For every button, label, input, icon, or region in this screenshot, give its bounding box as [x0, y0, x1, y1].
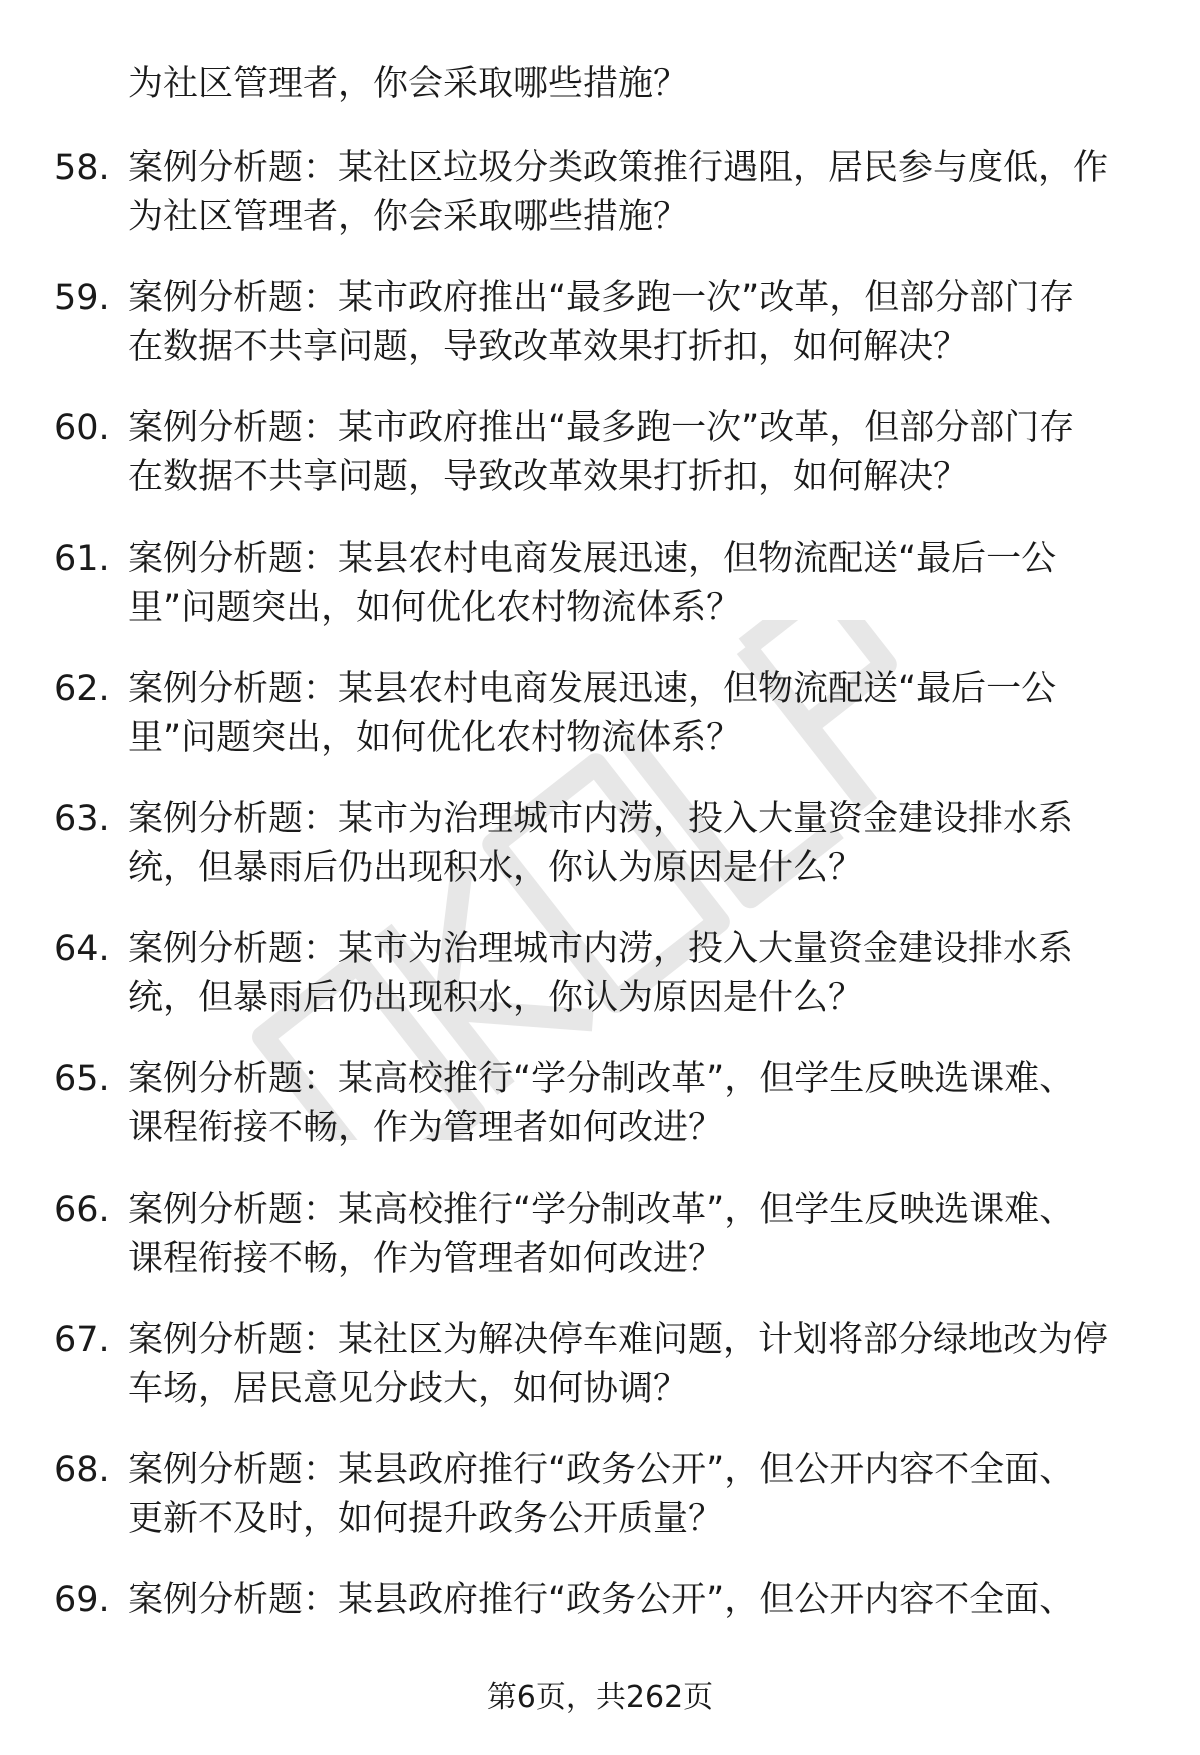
- question-text: [128, 1576, 1148, 1625]
- question-line: 在数据不共享问题，导致改革效果打折扣，如何解决？: [128, 457, 969, 498]
- question-line: 案例分析题：某市为治理城市内涝，投入大量资金建设排水系: [128, 929, 1074, 970]
- question-line: 统，但暴雨后仍出现积水，你认为原因是什么？: [128, 847, 864, 888]
- question-item: [0, 1446, 1200, 1576]
- question-line: 案例分析题：某县政府推行“政务公开”，但公开内容不全面、: [128, 1580, 1075, 1621]
- page-footer: 第6页，共262页: [486, 1680, 714, 1715]
- question-number: 58.: [54, 148, 110, 188]
- question-number: 61.: [54, 538, 110, 579]
- question-line: 为社区管理者，你会采取哪些措施？: [128, 197, 689, 237]
- question-text: [128, 795, 1148, 893]
- question-number: 62.: [54, 668, 110, 709]
- question-line: 课程衔接不畅，作为管理者如何改进？: [128, 1108, 724, 1149]
- question-line: 课程衔接不畅，作为管理者如何改进？: [128, 1238, 724, 1279]
- question-line: 案例分析题：某市为治理城市内涝，投入大量资金建设排水系: [128, 798, 1074, 839]
- continuation-text: 为社区管理者，你会采取哪些措施？: [128, 64, 689, 104]
- question-text: [128, 535, 1148, 633]
- question-item: [0, 795, 1200, 925]
- question-number: 64.: [54, 929, 110, 970]
- question-line: 案例分析题：某社区为解决停车难问题，计划将部分绿地改为停: [128, 1319, 1109, 1360]
- question-item: [0, 274, 1200, 404]
- question-line: 案例分析题：某市政府推出“最多跑一次”改革，但部分部门存: [128, 278, 1075, 319]
- question-item: [0, 925, 1200, 1055]
- question-number: 66.: [54, 1189, 110, 1230]
- question-item: [0, 535, 1200, 665]
- question-text: [128, 1316, 1148, 1414]
- question-text: [128, 144, 1148, 242]
- question-line: 里”问题突出，如何优化农村物流体系？: [128, 587, 742, 628]
- question-number: 68.: [54, 1449, 110, 1490]
- question-text: [128, 274, 1148, 372]
- question-line: 案例分析题：某高校推行“学分制改革”，但学生反映选课难、: [128, 1059, 1075, 1100]
- question-number: 60.: [54, 408, 110, 449]
- question-line: 案例分析题：某县农村电商发展迅速，但物流配送“最后一公: [128, 668, 1057, 709]
- question-text: [128, 1186, 1148, 1284]
- question-line: 车场，居民意见分歧大，如何协调？: [128, 1368, 689, 1409]
- question-text: [128, 665, 1148, 763]
- question-item: [0, 1055, 1200, 1185]
- question-number: 69.: [54, 1580, 110, 1621]
- question-line: 案例分析题：某县农村电商发展迅速，但物流配送“最后一公: [128, 538, 1057, 579]
- question-line: 统，但暴雨后仍出现积水，你认为原因是什么？: [128, 978, 864, 1019]
- question-line: 案例分析题：某社区垃圾分类政策推行遇阻，居民参与度低，作: [128, 148, 1109, 188]
- question-item: [0, 1186, 1200, 1316]
- question-item: [0, 1316, 1200, 1446]
- question-line: 更新不及时，如何提升政务公开质量？: [128, 1498, 724, 1539]
- question-text: [128, 1446, 1148, 1544]
- question-text: [128, 925, 1148, 1023]
- question-line: 里”问题突出，如何优化农村物流体系？: [128, 717, 742, 758]
- question-text: [128, 1055, 1148, 1153]
- question-line: 案例分析题：某市政府推出“最多跑一次”改革，但部分部门存: [128, 408, 1075, 449]
- question-number: 63.: [54, 798, 110, 839]
- question-number: 67.: [54, 1319, 110, 1360]
- question-number: 59.: [54, 278, 110, 319]
- question-line: 在数据不共享问题，导致改革效果打折扣，如何解决？: [128, 327, 969, 368]
- question-item: [0, 665, 1200, 795]
- question-text: [128, 404, 1148, 502]
- question-item: [0, 144, 1200, 274]
- question-line: 案例分析题：某高校推行“学分制改革”，但学生反映选课难、: [128, 1189, 1075, 1230]
- question-list: [0, 144, 1200, 1706]
- question-item: [0, 404, 1200, 534]
- question-line: 案例分析题：某县政府推行“政务公开”，但公开内容不全面、: [128, 1449, 1075, 1490]
- question-number: 65.: [54, 1059, 110, 1100]
